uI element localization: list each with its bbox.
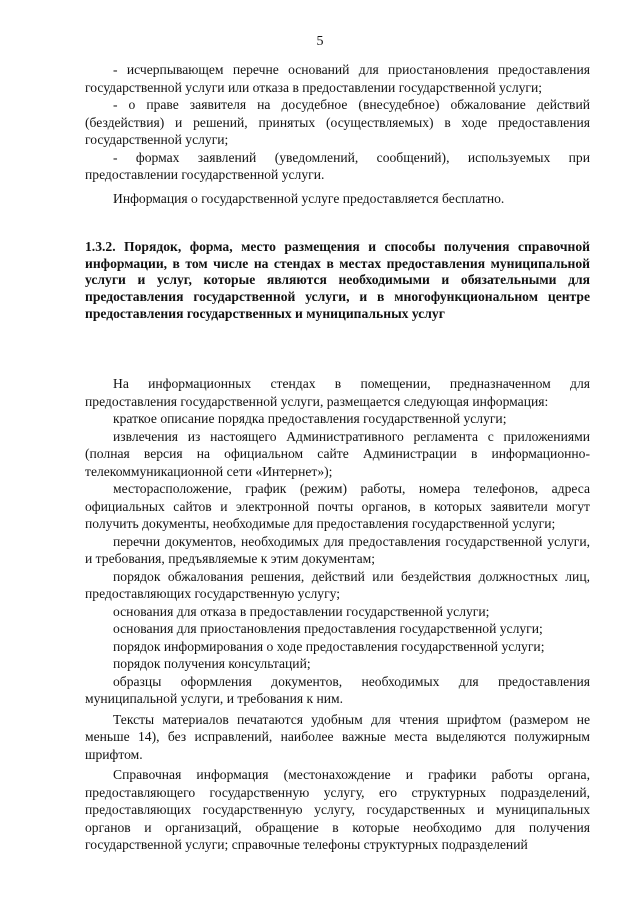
paragraph: Тексты материалов печатаются удобным для чтения шрифтом (размером не меньше 14), без исправлений, наиболее важные места выделяются полужирным шрифтом. [85, 711, 590, 762]
paragraph: порядок обжалования решения, действий или бездействия должностных лиц, предоставляющих государственную услугу; [85, 568, 590, 601]
paragraph: - исчерпывающем перечне оснований для приостановления предоставления государственной услуги или отказа в предоставлении государственной услуги; [85, 62, 590, 95]
paragraph: - о праве заявителя на досудебное (внесудебное) обжалование действий (бездействия) и решений, принятых (осуществляемых) в ходе предоставления государственной услуги; [85, 97, 590, 147]
paragraph: месторасположение, график (режим) работы, номера телефонов, адреса официальных сайтов и электронной почты органов, в которых заявители могут получить документы, необходимые для предоставления государственной услуги; [85, 481, 590, 531]
intro-list [85, 61, 590, 207]
paragraph: На информационных стендах в помещении, предназначенном для предоставления государственной услуги, размещается следующая информация: [85, 376, 590, 409]
paragraph: образцы оформления документов, необходимых для предоставления муниципальной услуги, и требования к ним. [85, 673, 590, 706]
paragraph: перечни документов, необходимых для предоставления государственной услуги, и требования, предъявляемые к этим документам; [85, 533, 590, 566]
paragraph: основания для приостановления предоставления государственной услуги; [113, 621, 543, 636]
paragraph: основания для отказа в предоставлении государственной услуги; [113, 603, 490, 619]
paragraph: порядок информирования о ходе предоставления государственной услуги; [113, 638, 545, 654]
page-number: 5 [316, 34, 324, 49]
paragraph: порядок получения консультаций; [113, 656, 311, 671]
paragraph: - формах заявлений (уведомлений, сообщений), используемых при предоставлении государственной услуги. [85, 149, 590, 182]
section-body [85, 375, 590, 854]
section-heading [85, 239, 590, 323]
paragraph: Информация о государственной услуге предоставляется бесплатно. [113, 190, 505, 206]
section-heading-text: 1.3.2. Порядок, форма, место размещения и способы получения справочной информации, в том числе на стендах в местах предоставления муниципальной услуги и услуг, которые являются необходимыми и обязательными для предоставления государственной услуги, и в многофункциональном центре предоставления государственных и муниципальных услуг [85, 239, 590, 321]
paragraph: краткое описание порядка предоставления государственной услуги; [113, 411, 507, 426]
paragraph: Справочная информация (местонахождение и графики работы органа, предоставляющего государственную услугу, его структурных подразделений, предоставляющих государственную услугу, государственных и муниципальных органов и организаций, обращение в которые необходимо для получения государственной услуги; справочные телефоны структурных подразделений [85, 767, 590, 852]
paragraph: извлечения из настоящего Административного регламента с приложениями (полная версия на официальном сайте Администрации в информационно-телекоммуникационной сети «Интернет»); [85, 428, 590, 479]
